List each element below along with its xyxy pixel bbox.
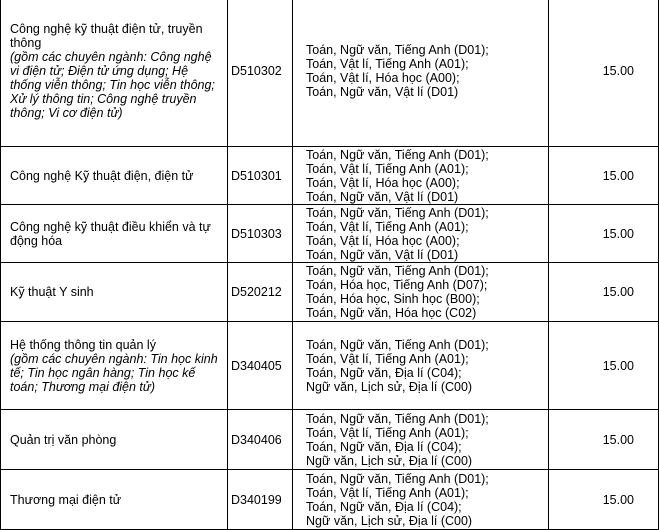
major-name-cell — [0, 410, 227, 469]
major-name-cell — [0, 263, 227, 321]
subject-combos-cell — [292, 205, 548, 262]
major-name: Công nghệ kỹ thuật điện tử, truyền thông — [10, 21, 203, 50]
subject-combo: Ngữ văn, Lịch sử, Địa lí (C00) — [306, 453, 473, 468]
subject-combos-cell — [292, 0, 548, 146]
score: 15.00 — [602, 285, 634, 299]
subject-combo: Toán, Vật lí, Tiếng Anh (A01); — [306, 219, 469, 234]
major-code-cell — [227, 410, 292, 469]
major-code-cell — [227, 322, 292, 409]
major-name: Thương mại điện tử — [10, 492, 122, 507]
subject-combo: Toán, Hóa học, Sinh học (B00); — [306, 292, 480, 306]
subject-combo: Toán, Ngữ văn, Vật lí (D01) — [306, 247, 459, 262]
major-note: (gồm các chuyên ngành: Công nghệ vi điện tử; Điện tử ứng dụng; Hệ thống viễn thông; Tin học viễn thông; Xử lý thông tin; Công nghệ truyền thông; Vi cơ điện tử) — [10, 49, 215, 120]
major-name: Công nghệ Kỹ thuật điện, điện tử — [10, 168, 194, 183]
subject-combo: Toán, Ngữ văn, Tiếng Anh (D01); — [306, 264, 489, 278]
subject-combo: Ngữ văn, Lịch sử, Địa lí (C00) — [306, 379, 473, 394]
subject-combo: Toán, Ngữ văn, Tiếng Anh (D01); — [306, 42, 489, 57]
subject-combo: Toán, Ngữ văn, Tiếng Anh (D01); — [306, 471, 489, 486]
major-name: Kỹ thuật Y sinh — [10, 285, 94, 299]
major-name-cell — [0, 205, 227, 262]
major-code-cell — [227, 205, 292, 262]
major-code: D510301 — [231, 168, 282, 183]
score: 15.00 — [602, 63, 634, 78]
major-code-cell — [227, 147, 292, 204]
score-cell — [548, 205, 659, 262]
major-name-cell — [0, 0, 227, 146]
score: 15.00 — [602, 492, 634, 507]
subject-combo: Toán, Vật lí, Hóa học (A00); — [306, 70, 460, 85]
major-code: D520212 — [231, 285, 282, 299]
major-name-cell — [0, 147, 227, 204]
subject-combo: Toán, Ngữ văn, Địa lí (C04); — [306, 365, 462, 380]
major-code-cell — [227, 470, 292, 529]
major-code: D340405 — [231, 358, 282, 373]
score-cell — [548, 322, 659, 409]
major-name: Hệ thống thông tin quản lý — [10, 337, 156, 352]
subject-combo: Toán, Vật lí, Tiếng Anh (A01); — [306, 351, 469, 366]
major-code: D510303 — [231, 226, 282, 241]
subject-combo: Toán, Ngữ văn, Tiếng Anh (D01); — [306, 337, 489, 352]
score: 15.00 — [602, 432, 634, 447]
major-note: (gồm các chuyên ngành: Tin học kinh tế; Tin học ngân hàng; Tin học kế toán; Thương mại điện tử) — [10, 351, 218, 394]
major-code: D510302 — [231, 63, 282, 78]
score-cell — [548, 470, 659, 529]
subject-combo: Toán, Ngữ văn, Vật lí (D01) — [306, 84, 459, 99]
subject-combo: Toán, Hóa học, Tiếng Anh (D07); — [306, 278, 488, 292]
subject-combo: Toán, Vật lí, Tiếng Anh (A01); — [306, 56, 469, 71]
subject-combo: Toán, Ngữ văn, Tiếng Anh (D01); — [306, 205, 489, 220]
score-cell — [548, 0, 659, 146]
score: 15.00 — [602, 226, 634, 241]
score-cell — [548, 147, 659, 204]
subject-combo: Toán, Vật lí, Tiếng Anh (A01); — [306, 485, 469, 500]
subject-combo: Toán, Vật lí, Tiếng Anh (A01); — [306, 425, 469, 440]
subject-combo: Toán, Ngữ văn, Tiếng Anh (D01); — [306, 147, 489, 162]
table-row — [0, 322, 659, 410]
table-row — [0, 147, 659, 205]
subject-combo: Toán, Vật lí, Tiếng Anh (A01); — [306, 161, 469, 176]
subject-combo: Toán, Vật lí, Hóa học (A00); — [306, 233, 460, 248]
major-name-cell — [0, 470, 227, 529]
table-row — [0, 470, 659, 530]
score-cell — [548, 263, 659, 321]
subject-combos-cell — [292, 263, 548, 321]
table-row — [0, 410, 659, 470]
major-code: D340406 — [231, 432, 282, 447]
major-code: D340199 — [231, 492, 282, 507]
score: 15.00 — [602, 168, 634, 183]
subject-combos-cell — [292, 322, 548, 409]
table-row — [0, 205, 659, 263]
subject-combo: Toán, Ngữ văn, Tiếng Anh (D01); — [306, 411, 489, 426]
table-row — [0, 0, 659, 147]
subject-combo: Ngữ văn, Lịch sử, Địa lí (C00) — [306, 513, 473, 528]
subject-combo: Toán, Ngữ văn, Vật lí (D01) — [306, 189, 459, 204]
major-code-cell — [227, 263, 292, 321]
subject-combo: Toán, Ngữ văn, Địa lí (C04); — [306, 499, 462, 514]
subject-combos-cell — [292, 147, 548, 204]
score: 15.00 — [602, 358, 634, 373]
score-cell — [548, 410, 659, 469]
subject-combo: Toán, Ngữ văn, Hóa học (C02) — [306, 306, 477, 320]
major-name: Công nghệ kỹ thuật điều khiển và tự động hóa — [10, 219, 211, 248]
subject-combos-cell — [292, 470, 548, 529]
subject-combo: Toán, Ngữ văn, Địa lí (C04); — [306, 439, 462, 454]
major-name-cell — [0, 322, 227, 409]
subject-combo: Toán, Vật lí, Hóa học (A00); — [306, 175, 460, 190]
subject-combos-cell — [292, 410, 548, 469]
major-name: Quản trị văn phòng — [10, 432, 117, 447]
table-row — [0, 263, 659, 322]
major-code-cell — [227, 0, 292, 146]
